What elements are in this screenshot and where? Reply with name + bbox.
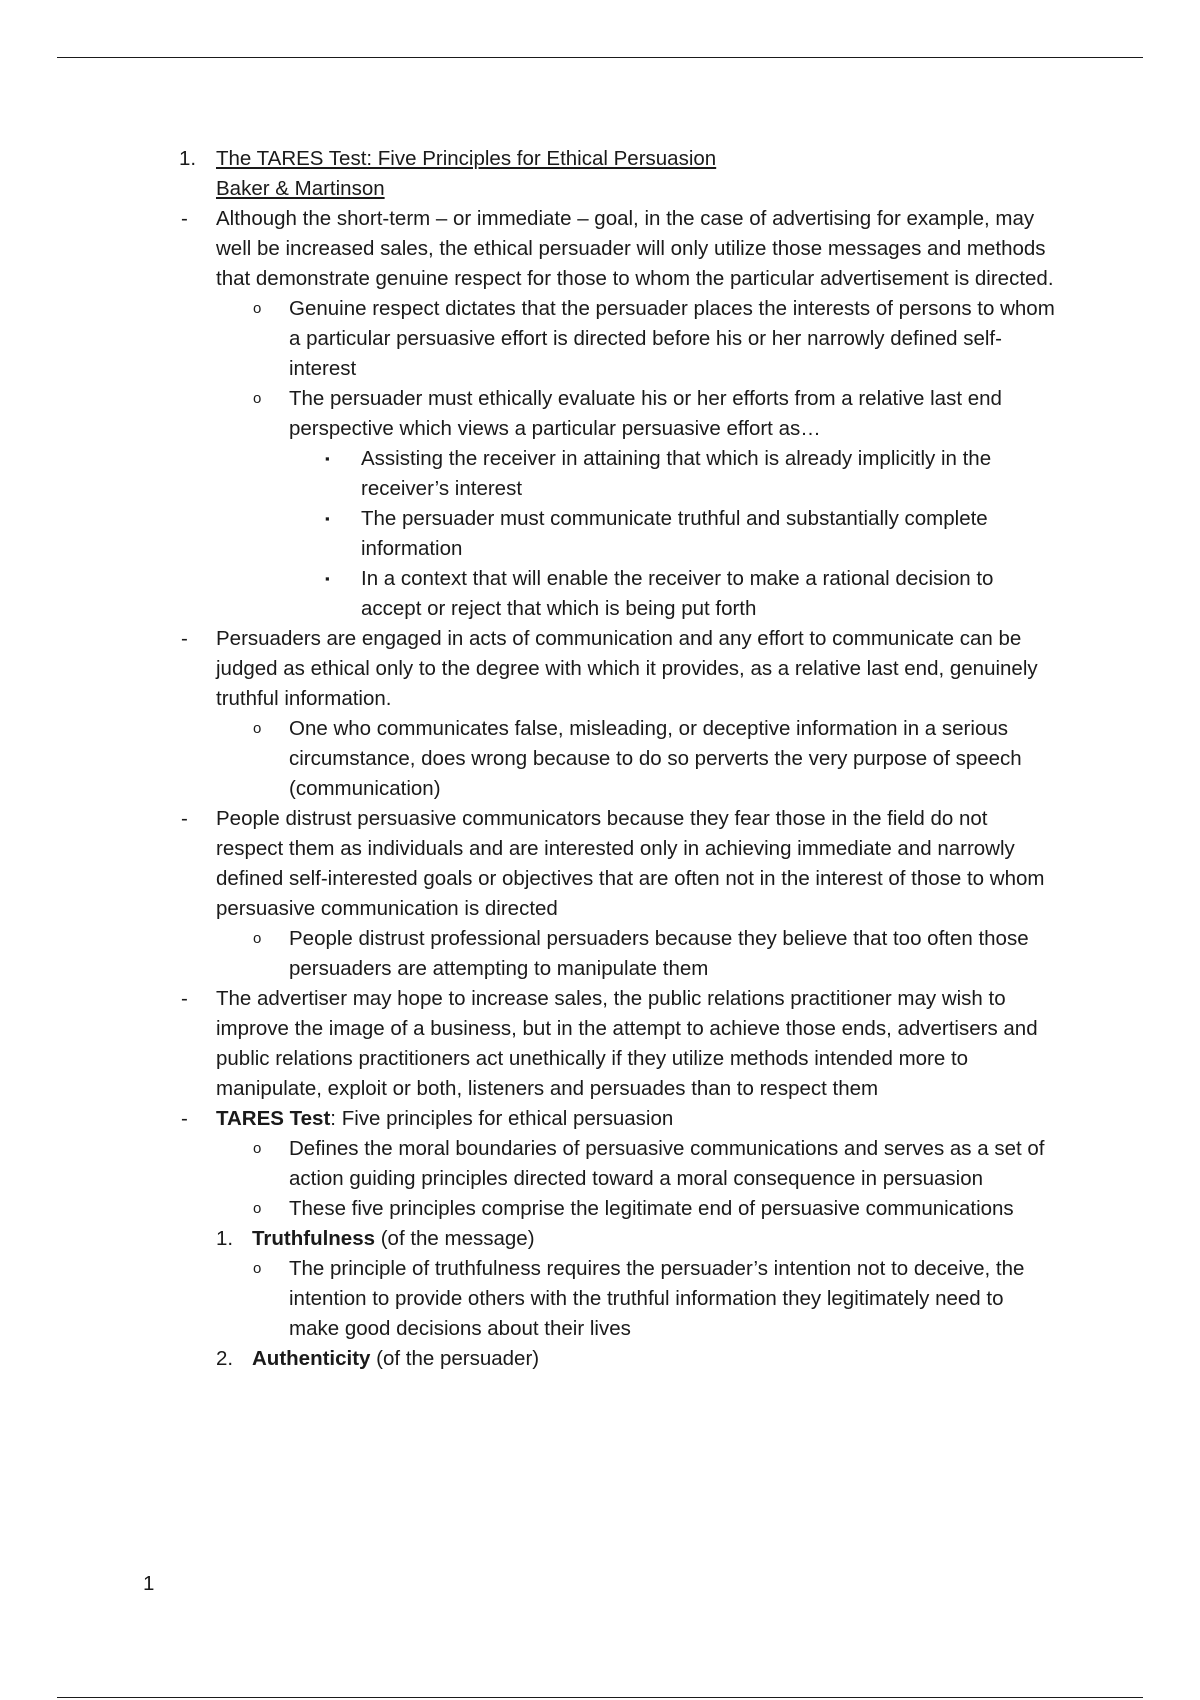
- paragraph-text: The persuader must ethically evaluate his or her efforts from a relative last end perspective which views a particular persuasive effort as…: [289, 387, 1002, 440]
- paragraph-text: Although the short-term – or immediate – goal, in the case of advertising for example, may well be increased sales, the ethical persuader will only utilize those messages and methods that demonstrate genuine respect for those to whom the particular advertisement is directed.: [216, 207, 1054, 290]
- header-rule: [57, 57, 1143, 58]
- square-bullet-icon: ▪: [325, 571, 330, 586]
- paragraph-text: Defines the moral boundaries of persuasive communications and serves as a set of action guiding principles directed toward a moral consequence in persuasion: [289, 1137, 1045, 1190]
- item-number: 1.: [216, 1227, 234, 1250]
- document-body: [0, 144, 1200, 1374]
- heading-authors: Baker & Martinson: [216, 177, 385, 200]
- list-item: [0, 624, 1056, 714]
- paragraph-text: (of the message): [375, 1227, 535, 1250]
- square-bullet-icon: ▪: [325, 451, 330, 466]
- heading-number: 1.: [179, 147, 197, 170]
- dash-marker: -: [181, 1107, 188, 1130]
- list-item: [0, 564, 1056, 624]
- list-item: [0, 1134, 1056, 1194]
- paragraph-text: Persuaders are engaged in acts of communication and any effort to communicate can be judged as ethical only to the degree with which it provides, as a relative last end, genuinely truthful information.: [216, 627, 1038, 710]
- bold-term: Truthfulness: [252, 1227, 376, 1250]
- list-item: [0, 384, 1056, 444]
- bold-term: TARES Test: [216, 1107, 331, 1130]
- bold-term: Authenticity: [252, 1347, 371, 1370]
- dash-marker: -: [181, 987, 188, 1010]
- paragraph-text: The principle of truthfulness requires the persuader’s intention not to deceive, the intention to provide others with the truthful information they legitimately need to make good decisions about their lives: [289, 1257, 1025, 1340]
- heading-title: The TARES Test: Five Principles for Ethical Persuasion: [216, 147, 717, 170]
- circle-bullet-icon: o: [253, 1140, 262, 1157]
- heading-item: [0, 144, 1056, 204]
- circle-bullet-icon: o: [253, 1260, 262, 1277]
- paragraph-text: The advertiser may hope to increase sales, the public relations practitioner may wish to improve the image of a business, but in the attempt to achieve those ends, advertisers and public relations practitioners act unethically if they utilize methods intended more to manipulate, exploit or both, listeners and persuades than to respect them: [216, 987, 1038, 1100]
- paragraph-text: These five principles comprise the legitimate end of persuasive communications: [289, 1197, 1014, 1220]
- paragraph-text: The persuader must communicate truthful and substantially complete information: [361, 507, 988, 560]
- paragraph-text: People distrust persuasive communicators because they fear those in the field do not respect them as individuals and are interested only in achieving immediate and narrowly defined self-interested goals or objectives that are often not in the interest of those to whom persuasive communication is directed: [216, 807, 1045, 920]
- list-item: [0, 294, 1056, 384]
- circle-bullet-icon: o: [253, 720, 262, 737]
- list-item: [0, 1104, 1056, 1134]
- square-bullet-icon: ▪: [325, 511, 330, 526]
- paragraph-text: : Five principles for ethical persuasion: [330, 1107, 674, 1130]
- dash-marker: -: [181, 807, 188, 830]
- list-item: [0, 444, 1056, 504]
- dash-marker: -: [181, 207, 188, 230]
- list-item: [0, 924, 1056, 984]
- list-item: [0, 204, 1056, 294]
- circle-bullet-icon: o: [253, 1200, 262, 1217]
- circle-bullet-icon: o: [253, 930, 262, 947]
- numbered-item: [0, 1344, 1056, 1374]
- list-item: [0, 804, 1056, 924]
- footer-rule: [57, 1697, 1143, 1698]
- item-number: 2.: [216, 1347, 234, 1370]
- paragraph-text: People distrust professional persuaders because they believe that too often those persuaders are attempting to manipulate them: [289, 927, 1029, 980]
- list-item: [0, 984, 1056, 1104]
- page-number: 1: [143, 1572, 155, 1595]
- circle-bullet-icon: o: [253, 300, 262, 317]
- list-item: [0, 504, 1056, 564]
- numbered-item: [0, 1224, 1056, 1254]
- list-item: [0, 714, 1056, 804]
- paragraph-text: (of the persuader): [370, 1347, 540, 1370]
- circle-bullet-icon: o: [253, 390, 262, 407]
- dash-marker: -: [181, 627, 188, 650]
- paragraph-text: One who communicates false, misleading, or deceptive information in a serious circumstance, does wrong because to do so perverts the very purpose of speech (communication): [289, 717, 1022, 800]
- paragraph-text: In a context that will enable the receiver to make a rational decision to accept or reject that which is being put forth: [361, 567, 994, 620]
- list-item: [0, 1254, 1056, 1344]
- list-item: [0, 1194, 1056, 1224]
- paragraph-text: Genuine respect dictates that the persuader places the interests of persons to whom a particular persuasive effort is directed before his or her narrowly defined self-interest: [289, 297, 1055, 380]
- paragraph-text: Assisting the receiver in attaining that which is already implicitly in the receiver’s interest: [361, 447, 992, 500]
